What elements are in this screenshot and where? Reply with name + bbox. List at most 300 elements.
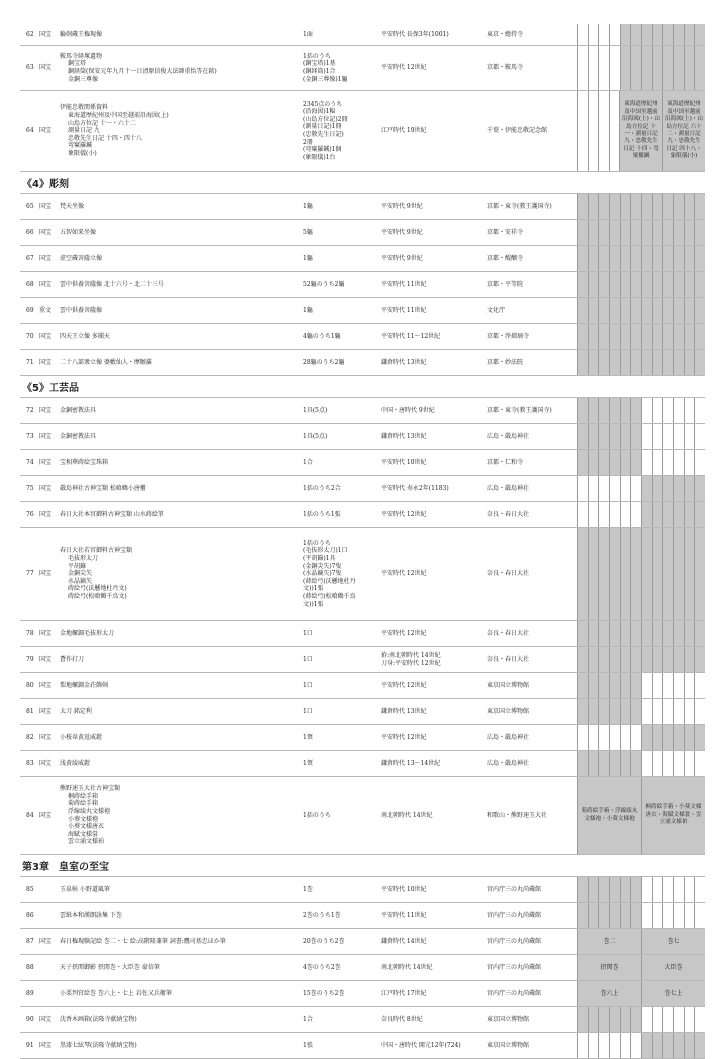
item-quantity [301, 929, 379, 954]
period-cell [620, 1007, 631, 1032]
period-cell [652, 246, 663, 271]
period-cell [588, 450, 599, 475]
item-era-line: 平安時代 11世紀 [381, 280, 427, 288]
period-cell [641, 1007, 652, 1032]
period-cell [662, 46, 673, 90]
item-owner: 京都・鞍馬寺 [487, 64, 524, 72]
period-cell [662, 476, 673, 501]
period-cell [673, 298, 684, 323]
period-cell [662, 272, 673, 297]
item-era-line: 江戸時代 19世紀 [381, 127, 427, 135]
item-quantity [301, 725, 379, 750]
period-cell [630, 1033, 641, 1058]
item-name-line: 菊蒔絵手箱 [68, 800, 99, 808]
item-name [58, 324, 301, 349]
period-cell [694, 324, 705, 349]
period-cell [598, 751, 609, 776]
item-era-line: 平安時代 9世紀 [381, 202, 423, 210]
designation: 国宝 [39, 202, 52, 210]
item-era-line: 南北朝時代 14世紀 [381, 963, 433, 971]
item-era-line: 平安時代 12世紀 [381, 733, 427, 741]
period-cell [577, 350, 588, 375]
period-cell [630, 246, 641, 271]
period-cell [652, 725, 663, 750]
item-era-line: 平安時代 12世紀 [381, 510, 427, 518]
item-quantity-line: (水晶鏑矢)7隻 [303, 570, 342, 578]
exhibition-period-cells [577, 621, 705, 646]
period-cell [577, 621, 588, 646]
item-era [379, 647, 485, 672]
period-cell [694, 621, 705, 646]
item-quantity [301, 476, 379, 501]
period-cell [609, 194, 620, 219]
period-cell [662, 324, 673, 349]
item-era-line: 平安時代 11世紀 [381, 306, 427, 314]
designation: 国宝 [39, 30, 52, 38]
period-cell [598, 424, 609, 449]
period-cell [652, 298, 663, 323]
period-cell [598, 1007, 609, 1032]
item-name-line: 沈香木画箱(法隆寺献納宝物) [60, 1015, 137, 1023]
exhibition-period-cells [577, 725, 705, 750]
table-row [20, 450, 705, 476]
item-quantity-line: 1括のうち [303, 539, 331, 547]
item-name [58, 1033, 301, 1058]
table-row [20, 194, 705, 220]
item-owner: 奈良・春日大社 [487, 570, 530, 578]
period-cell [630, 725, 641, 750]
period-cell [684, 751, 695, 776]
item-era-line: 平安時代 12世紀 [381, 570, 427, 578]
item-quantity-line: 2巻のうち1巻 [303, 911, 341, 919]
item-name [58, 450, 301, 475]
item-quantity-line: (平胡籙)1具 [303, 555, 336, 563]
period-cell [694, 194, 705, 219]
period-cell [620, 424, 631, 449]
period-cell [577, 673, 588, 698]
period-cell [684, 298, 695, 323]
item-name-line: 玉泉帖 小野道風筆 [60, 885, 110, 893]
item-name-line: 黒漆七絃琴(法隆寺献納宝物) [60, 1041, 137, 1049]
item-era [379, 955, 485, 980]
item-era-line: 鎌倉時代 13世紀 [381, 707, 427, 715]
period-cell [673, 272, 684, 297]
item-name-line: 金銅尖矢 [68, 570, 93, 578]
period-merged-cell: 菊蒔絵手箱・浮線綾丸文様袍・小葵文様袍 [577, 777, 641, 854]
table-row [20, 903, 705, 929]
item-era-line: 平安時代 10世紀 [381, 885, 427, 893]
item-name-line: 鞍馬寺経塚遺物 [60, 52, 103, 60]
table-row [20, 220, 705, 246]
period-cell [598, 350, 609, 375]
item-owner: 広島・嚴島神社 [487, 759, 530, 767]
period-cell [641, 324, 652, 349]
period-merged-cell: 大臣巻 [641, 955, 705, 980]
item-quantity-line: 28軀のうち2軀 [303, 358, 345, 366]
item-era-line: 拵:南北朝時代 14世紀 [381, 651, 441, 659]
period-cell [609, 751, 620, 776]
item-quantity-line: 4軀のうち1軀 [303, 332, 341, 340]
period-cell [588, 725, 599, 750]
period-cell [684, 528, 695, 620]
item-name-line: 金銅密教法具 [60, 432, 97, 440]
item-name-line: 熊野速玉大社古神宝類 [60, 785, 121, 793]
item-owner: 広島・嚴島神社 [487, 733, 530, 741]
item-number: 72 [26, 406, 34, 414]
item-name-line: 海賦文様裳 [68, 830, 99, 838]
period-cell [598, 647, 609, 672]
period-cell [630, 220, 641, 245]
period-cell [588, 1007, 599, 1032]
period-merged-cell: 東海道歴紀州及中国至越前沿海図(上)・山島方位記 六十二・測量日記 九・忠敬先生日記 四十八・象限儀(小) [662, 91, 705, 171]
period-cell [609, 46, 620, 90]
period-cell [630, 324, 641, 349]
period-cell [673, 46, 684, 90]
period-cell [630, 350, 641, 375]
designation: 国宝 [39, 406, 52, 414]
table-row [20, 877, 705, 903]
item-era-line: 平安時代 11～12世紀 [381, 332, 441, 340]
item-owner: 東京・總持寺 [487, 30, 524, 38]
period-cell [620, 220, 631, 245]
item-name [58, 398, 301, 423]
item-quantity [301, 777, 379, 854]
item-quantity-line: 1括のうち2合 [303, 484, 341, 492]
period-cell [662, 877, 673, 902]
item-era-line: 平安時代 長保3年(1001) [381, 30, 449, 38]
period-cell [694, 476, 705, 501]
exhibition-period-cells [577, 246, 705, 271]
period-cell [620, 298, 631, 323]
period-cell [609, 272, 620, 297]
item-era [379, 476, 485, 501]
item-owner: 東京国立博物館 [487, 1041, 530, 1049]
period-merged-cell: 摂関巻 [577, 955, 641, 980]
item-owner: 奈良・春日大社 [487, 655, 530, 663]
item-owner: 文化庁 [487, 306, 506, 314]
item-quantity [301, 220, 379, 245]
period-cell [598, 621, 609, 646]
period-cell [598, 91, 609, 171]
designation: 国宝 [39, 733, 52, 741]
period-cell [673, 220, 684, 245]
item-name-line: 天子摂関御影 摂関巻・大臣巻 豪信筆 [60, 963, 160, 971]
exhibition-period-cells [577, 528, 705, 620]
period-cell [694, 272, 705, 297]
item-quantity-line: 1口 [303, 707, 313, 715]
period-merged-cell: 東海道歴紀州及中国至越前沿海図(上)・山島方位記 十一・測量日記 九・忠敬先生日記 十四・弯窠羅鍼 [619, 91, 662, 171]
item-name-line: 二十八部衆立像 婆藪仙人・摩睺羅 [60, 358, 152, 366]
period-cell [673, 424, 684, 449]
item-name-line: 浮線綾丸文様袍 [68, 807, 111, 815]
item-quantity-line: 1括のうち1張 [303, 510, 341, 518]
item-quantity-line: 1領 [303, 733, 313, 741]
period-cell [609, 725, 620, 750]
period-cell [620, 24, 631, 45]
item-quantity-line: (金銅三尊像)1軀 [303, 75, 348, 83]
period-cell [630, 647, 641, 672]
item-owner: 京都・東寺(教王護国寺) [487, 406, 552, 414]
period-cell [673, 502, 684, 527]
period-cell [609, 647, 620, 672]
period-cell [609, 877, 620, 902]
period-cell [577, 398, 588, 423]
item-owner: 千葉・伊能忠敬記念館 [487, 127, 548, 135]
item-era-line: 鎌倉時代 13世紀 [381, 432, 427, 440]
item-era-line: 平安時代 12世紀 [381, 681, 427, 689]
item-owner: 東京国立博物館 [487, 681, 530, 689]
item-owner: 東京国立博物館 [487, 707, 530, 715]
period-cell [684, 1007, 695, 1032]
item-quantity-line: 1具(5点) [303, 406, 328, 414]
period-cell [598, 298, 609, 323]
item-quantity-line: 1口 [303, 655, 313, 663]
period-cell [598, 502, 609, 527]
item-quantity-line: 1口 [303, 629, 313, 637]
item-quantity-line: 4巻のうち2巻 [303, 963, 341, 971]
item-name-line: 五智如来坐像 [60, 228, 97, 236]
period-cell [630, 194, 641, 219]
period-cell [684, 621, 695, 646]
item-quantity [301, 324, 379, 349]
item-name [58, 699, 301, 724]
period-cell [641, 528, 652, 620]
exhibition-period-cells [577, 424, 705, 449]
item-name-line: 毛抜形太刀 [68, 555, 99, 563]
period-cell [577, 194, 588, 219]
period-cell [577, 272, 588, 297]
item-name [58, 502, 301, 527]
item-name [58, 246, 301, 271]
period-cell [588, 877, 599, 902]
item-name-line: 梵天坐像 [60, 202, 85, 210]
period-cell [630, 699, 641, 724]
item-number: 88 [26, 963, 34, 971]
period-cell [662, 350, 673, 375]
period-cell [620, 46, 631, 90]
exhibition-period-cells [577, 398, 705, 423]
item-era [379, 246, 485, 271]
item-name-line: 輪剣蔵王権現像 [60, 30, 103, 38]
period-cell [609, 220, 620, 245]
item-era [379, 91, 485, 171]
period-cell [620, 502, 631, 527]
period-cell [673, 903, 684, 928]
designation [38, 877, 58, 902]
period-cell [588, 528, 599, 620]
item-name [58, 751, 301, 776]
period-cell [577, 46, 588, 90]
period-cell [694, 24, 705, 45]
period-cell [588, 324, 599, 349]
item-name-line: 測量日記 九 [68, 127, 100, 135]
item-quantity-line: (毛抜形太刀)1口 [303, 547, 348, 555]
period-cell [598, 220, 609, 245]
designation: 国宝 [39, 570, 52, 578]
item-name [58, 350, 301, 375]
item-number: 69 [26, 306, 34, 314]
item-owner: 京都・醍醐寺 [487, 254, 524, 262]
period-cell [577, 1007, 588, 1032]
designation: 重文 [39, 306, 52, 314]
exhibition-period-cells [577, 903, 705, 928]
item-quantity-line: 2冊 [303, 138, 313, 146]
item-owner: 宮内庁三の丸尚蔵館 [487, 885, 542, 893]
period-cell [673, 1007, 684, 1032]
period-cell [609, 246, 620, 271]
table-row [20, 350, 705, 376]
period-cell [694, 350, 705, 375]
period-cell [588, 903, 599, 928]
period-cell [630, 24, 641, 45]
item-era [379, 877, 485, 902]
period-cell [694, 725, 705, 750]
period-cell [577, 24, 588, 45]
item-quantity [301, 246, 379, 271]
period-cell [620, 673, 631, 698]
period-cell [641, 46, 652, 90]
period-cell [577, 751, 588, 776]
designation: 国宝 [39, 759, 52, 767]
item-name [58, 981, 301, 1006]
period-cell [577, 725, 588, 750]
item-quantity [301, 528, 379, 620]
item-era [379, 350, 485, 375]
period-cell [694, 647, 705, 672]
designation: 国宝 [39, 254, 52, 262]
period-merged-cell: 巻六上 [577, 981, 641, 1006]
period-cell [630, 476, 641, 501]
period-cell [684, 1033, 695, 1058]
exhibition-period-cells [577, 24, 705, 45]
period-cell [662, 450, 673, 475]
period-cell [641, 424, 652, 449]
period-cell [641, 502, 652, 527]
period-cell [673, 398, 684, 423]
period-cell [630, 272, 641, 297]
period-cell [694, 398, 705, 423]
period-cell [641, 398, 652, 423]
period-cell [598, 877, 609, 902]
designation: 国宝 [39, 458, 52, 466]
item-quantity-line: (弯窠羅鍼)1個 [303, 146, 342, 154]
designation: 国宝 [39, 937, 52, 945]
item-name-line: 梨地螺鈿金荘飾剣 [60, 681, 109, 689]
item-era-line: 中国・唐時代 9世紀 [381, 406, 435, 414]
period-cell [609, 24, 620, 45]
period-cell [588, 424, 599, 449]
item-era [379, 673, 485, 698]
period-cell [673, 194, 684, 219]
item-quantity [301, 272, 379, 297]
period-cell [620, 476, 631, 501]
item-name [58, 929, 301, 954]
item-number: 85 [26, 885, 34, 893]
item-number: 74 [26, 458, 34, 466]
item-quantity-line: (銅経筒)1合 [303, 68, 336, 75]
item-quantity [301, 450, 379, 475]
item-number: 75 [26, 484, 34, 492]
period-cell [673, 877, 684, 902]
period-cell [577, 324, 588, 349]
item-name-line: 金銅密教法具 [60, 406, 97, 414]
item-owner: 奈良・春日大社 [487, 629, 530, 637]
item-era-line: 鎌倉時代 13～14世紀 [381, 759, 441, 767]
period-cell [684, 673, 695, 698]
table-row [20, 298, 705, 324]
item-owner: 宮内庁三の丸尚蔵館 [487, 989, 542, 997]
period-cell [673, 751, 684, 776]
period-cell [588, 298, 599, 323]
item-quantity [301, 673, 379, 698]
item-quantity [301, 699, 379, 724]
period-cell [684, 424, 695, 449]
period-cell [588, 246, 599, 271]
exhibition-period-cells [577, 877, 705, 902]
item-number: 63 [26, 64, 34, 72]
exhibition-period-cells [577, 350, 705, 375]
period-cell [577, 476, 588, 501]
period-cell [609, 476, 620, 501]
period-cell [662, 528, 673, 620]
item-quantity-line: 1領 [303, 759, 313, 767]
item-quantity-line: (象限儀)1台 [303, 153, 336, 161]
period-cell [673, 450, 684, 475]
period-cell [684, 725, 695, 750]
item-owner: 宮内庁三の丸尚蔵館 [487, 963, 542, 971]
item-quantity [301, 647, 379, 672]
item-name [58, 877, 301, 902]
period-cell [598, 194, 609, 219]
period-cell [620, 903, 631, 928]
item-quantity-line: 1合 [303, 1015, 313, 1023]
item-era [379, 424, 485, 449]
item-era-line: 平安時代 10世紀 [381, 458, 427, 466]
item-era [379, 220, 485, 245]
item-name-line: 忠敬先生日記 十四・四十八 [68, 134, 142, 142]
period-cell [598, 725, 609, 750]
item-owner: 和歌山・熊野速玉大社 [487, 811, 548, 819]
item-era-line: 平安時代 11世紀 [381, 911, 427, 919]
item-quantity-line: (測量日記)1冊 [303, 123, 342, 131]
designation: 国宝 [39, 707, 52, 715]
item-name-line: 宝相華蒔絵宝珠箱 [60, 458, 109, 466]
period-cell [630, 621, 641, 646]
item-name-line: 雲紙本和漢朗詠集 下巻 [60, 911, 122, 919]
item-quantity [301, 24, 379, 45]
item-era [379, 502, 485, 527]
period-cell [598, 1033, 609, 1058]
item-name-line: 春日大社若宮御料古神宝類 [60, 547, 133, 555]
item-quantity-line: 1軀 [303, 306, 313, 314]
item-name [58, 24, 301, 45]
period-cell [652, 398, 663, 423]
item-era-line: 平安時代 12世紀 [381, 64, 427, 72]
period-cell [652, 476, 663, 501]
item-name [58, 647, 301, 672]
table-row [20, 528, 705, 621]
item-number: 77 [26, 570, 34, 578]
exhibition-period-cells [577, 476, 705, 501]
period-cell [662, 725, 673, 750]
period-cell [641, 673, 652, 698]
item-owner: 京都・浄瑠璃寺 [487, 332, 530, 340]
designation: 国宝 [39, 332, 52, 340]
period-cell [662, 1033, 673, 1058]
period-cell [673, 324, 684, 349]
item-era-line: 鎌倉時代 14世紀 [381, 937, 427, 945]
period-cell [673, 725, 684, 750]
